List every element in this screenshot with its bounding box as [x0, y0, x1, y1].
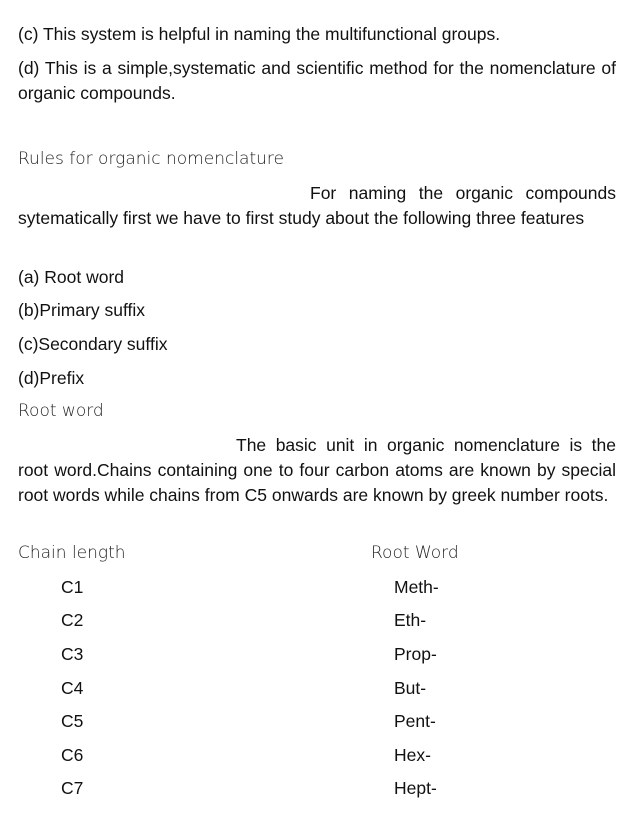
chain-cell: C5: [61, 711, 84, 731]
chain-cell: C3: [61, 644, 84, 664]
table-header: [0, 541, 638, 566]
table-row: [0, 575, 638, 600]
table-row: [0, 709, 638, 734]
chain-cell: C7: [61, 778, 84, 798]
feature-primary-suffix: (b)Primary suffix: [18, 300, 146, 320]
table-row: [0, 642, 638, 667]
chain-cell: C6: [61, 745, 84, 765]
chain-cell: C1: [61, 577, 84, 597]
root-cell: Hex-: [394, 745, 431, 765]
point-d: (d) This is a simple,systematic and scientific method for the nomenclature of organic compounds.: [18, 58, 616, 103]
feature-prefix: (d)Prefix: [18, 368, 85, 388]
chain-cell: C4: [61, 678, 84, 698]
root-word-heading: Root word: [18, 401, 104, 421]
point-c: (c) This system is helpful in naming the multifunctional groups.: [18, 24, 501, 44]
root-cell: Eth-: [394, 610, 427, 630]
table-row: [0, 776, 638, 801]
table-row: [0, 608, 638, 633]
feature-secondary-suffix: (c)Secondary suffix: [18, 334, 168, 354]
rules-heading: Rules for organic nomenclature: [18, 149, 284, 169]
table-row: [0, 743, 638, 768]
chain-cell: C2: [61, 610, 84, 630]
feature-root-word: (a) Root word: [18, 267, 125, 287]
table-row: [0, 676, 638, 701]
header-root-word: Root Word: [371, 543, 459, 563]
root-cell: But-: [394, 678, 427, 698]
root-word-paragraph: The basic unit in organic nomenclature is the root word.Chains containing one to four carbon atoms are known by special root words while chains from C5 onwards are known by greek number roots.: [18, 435, 616, 505]
root-cell: Meth-: [394, 577, 439, 597]
root-cell: Pent-: [394, 711, 436, 731]
header-chain-length: Chain length: [18, 543, 126, 563]
rules-paragraph: For naming the organic compounds sytematically first we have to first study about the following three features: [18, 183, 616, 228]
root-cell: Hept-: [394, 778, 437, 798]
root-cell: Prop-: [394, 644, 437, 664]
